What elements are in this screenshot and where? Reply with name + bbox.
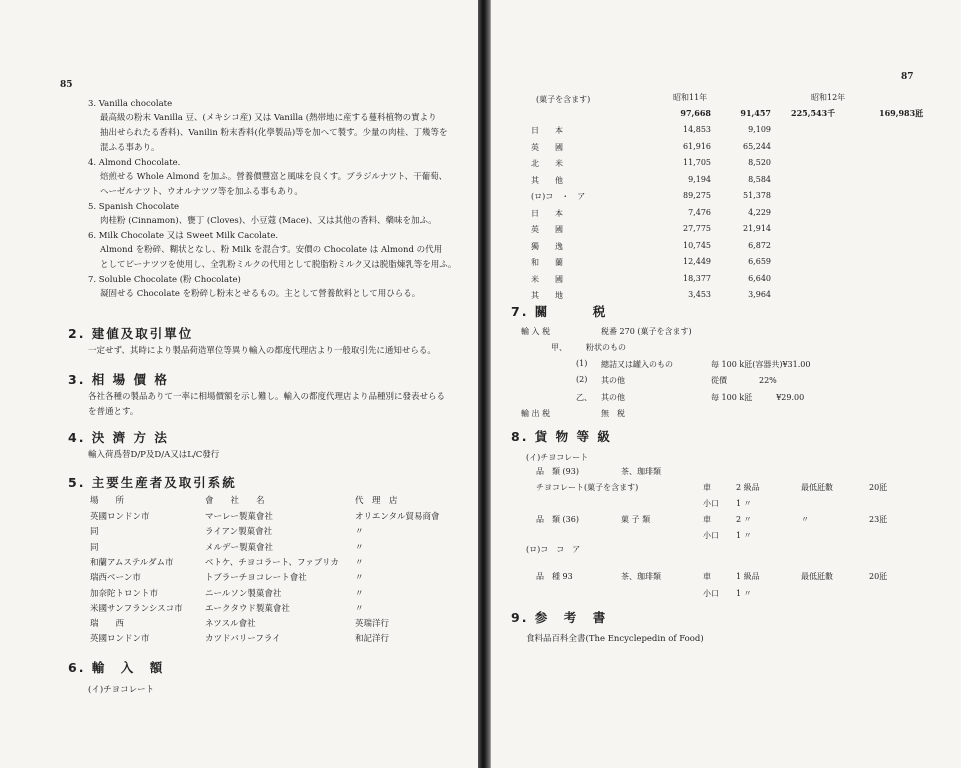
grade-cell: 最低瓩數 [801,483,833,492]
producers-col-header: 場 所 [90,496,125,506]
grade-cell: 茶、珈琲類 [621,572,661,581]
import-value-1937: 8,584 [748,174,771,184]
item-title: 7. Soluble Chocolate (粉 Chocolate) [88,275,241,285]
grade-cell: 20瓩 [869,572,888,581]
import-value-1936: 27,775 [683,224,711,233]
item-line: 抽出せられたる香料)、Vanilin 粉末香料(化學製品)等を加へて製す。少量の肉桂、丁幾等を [100,128,448,138]
import-value-1937: 6,659 [748,257,771,266]
grade-cell: 1 〃 [736,531,752,540]
grade-sub-chocolate: (イ)チヨコレート [526,453,589,462]
import-value-1936: 61,916 [683,141,711,151]
producers-cell: 米國サンフランシスコ市 [90,603,183,614]
grade-cell: 〃 [801,515,809,524]
import-value-1936: 89,275 [683,191,711,200]
producers-cell: マーレー製菓會社 [205,512,273,522]
producers-cell: ネツスル會社 [205,619,256,630]
grade-cell: 最低瓩數 [801,572,833,581]
section-line: 各社各種の製品ありて一率に相場價額を示し難し。輸入の都度代理店より品種別に發表せらる [88,392,446,402]
import-value-1937: 9,109 [748,125,771,134]
tariff-c2: 税番 270 (菓子を含ます) [601,327,692,336]
reference-heading: 9. 参 考 書 [511,610,608,625]
section-line: 輸入荷爲替D/P及D/A又はL/C發行 [88,450,220,460]
import-value-1937: 4,229 [748,207,771,217]
item-title: 5. Spanish Chocolate [88,202,180,212]
tariff-c2: 其の他 [601,376,625,386]
item-line: 凝固せる Chocolate を粉碎し粉末とせるもの。主として營養飲料として用ひらる。 [100,289,421,299]
producers-cell: 瑞西ベーン市 [90,573,141,584]
left-page [0,0,479,768]
producers-cell: オリエンタル貿易商會 [355,512,440,522]
import-row-label: 其 他 [531,175,563,185]
producers-col-header: 代 理 店 [355,496,398,506]
producers-cell: 〃 [355,573,364,584]
import-row-label: 日 本 [531,208,563,218]
import-value-1936: 18,377 [683,273,711,283]
import-row-label: 獨 逸 [531,241,563,251]
tariff-c3: 毎 100 k瓩(容器共)¥31.00 [711,359,811,369]
tariff-heading: 7. 關 税 [511,304,608,319]
tariff-c1: (1) [576,358,588,368]
table-label: (菓子を含ます) [536,95,591,104]
item-line: 焙煎せる Whole Almond を加ふ。營養價豐富と風味を良くす。ブラジルナツト、干葡萄、 [100,172,448,182]
item-title: 4. Almond Chocolate. [88,158,181,168]
producers-cell: 〃 [355,557,364,568]
section-heading: 2. 建値及取引單位 [68,326,194,341]
import-value-1936: 3,453 [688,290,711,299]
producers-cell: 英瑞洋行 [355,619,390,630]
producers-cell: ライアン製菓會社 [205,527,273,538]
import-value-1936: 14,853 [683,125,711,134]
import-value-1936: 12,449 [683,257,711,266]
tariff-c2: 總詰又は罐入のもの [601,359,673,369]
book-gutter [478,0,490,768]
section-line: を普通とす。 [88,407,139,417]
tariff-c1: 輸 入 税 [521,327,551,336]
import-value-1936: 11,705 [683,158,711,167]
grade-cell: 品 類 (93) [536,467,579,476]
producers-cell: エークタウド製菓會社 [205,603,290,614]
imports-subheading: (イ)チヨコレート [88,685,155,695]
producers-cell: ベトケ、チヨコラート、ファブリカ [205,557,339,568]
import-row-label: 北 米 [531,159,563,168]
grade-cell: 小口 [703,531,719,540]
item-line: ヘーゼルナツト、ウオルナツツ等を加ふる事もあり。 [100,187,303,197]
producers-cell: 和蘭アムステルダム市 [90,557,174,568]
producers-col-header: 會 社 名 [205,496,265,506]
producers-cell: 〃 [355,542,364,553]
import-value-1937: 6,872 [748,240,771,250]
grade-cell: 2 級品 [736,483,760,492]
import-row-label: 米 國 [531,274,563,284]
import-value-1937: 8,520 [748,158,771,167]
item-line: 混ふる事あり。 [100,143,160,153]
right-page [490,0,961,768]
tariff-c3: 從價 22% [711,376,777,386]
import-row-label: 日 本 [531,126,563,135]
grade-cell: 1 級品 [736,572,760,581]
import-row-label: 英 國 [531,142,563,152]
producers-cell: ニールソン製菓會社 [205,588,282,599]
tariff-c1: (2) [576,375,588,385]
total-1: 97,668 [680,108,711,118]
grade-cell: 品 種 93 [536,572,573,581]
import-value-1936: 10,745 [683,240,711,250]
import-value-1936: 9,194 [688,174,711,184]
tariff-c1: 甲、 [551,343,567,353]
year-1936-header: 昭和11年 [673,93,708,102]
import-row-label: 和 蘭 [531,258,563,267]
grade-cell: 小口 [703,499,719,508]
producers-cell: 同 [90,527,99,538]
producers-cell: 瑞 西 [90,619,125,630]
import-value-1937: 51,378 [743,191,771,200]
grade-cell: 茶、珈琲類 [621,467,661,476]
item-line: Almond を粉碎、糊状となし、粉 Milk を混合す。安價の Chocolate は Almond の代用 [100,245,443,255]
producers-cell: トブラーチヨコレート會社 [205,573,307,584]
page-number-right: 87 [901,72,914,82]
year-1937-header: 昭和12年 [811,93,846,102]
tariff-c2: 粉状のもの [586,343,626,353]
import-value-1937: 65,244 [743,141,771,151]
import-row-label: 其 地 [531,291,563,300]
grade-heading: 8. 貨 物 等 級 [511,429,612,444]
grade-cell: 小口 [703,589,719,598]
producers-cell: カツドバリーフライ [205,634,281,645]
section-heading: 4. 決 濟 方 法 [68,430,169,445]
tariff-c3: 毎 100 k瓩 ¥29.00 [711,392,805,402]
tariff-c1: 乙、 [576,392,592,402]
producers-cell: 同 [90,542,99,553]
grade-cell: 20瓩 [869,483,888,492]
producers-cell: 英國ロンドン市 [90,634,150,645]
total-4: 169,983瓩 [879,108,924,118]
grade-cell: 23瓩 [869,515,888,524]
grade-cell: 品 類 (36) [536,515,579,524]
page-number-left: 85 [60,80,73,90]
grade-cell: 車 [703,483,711,492]
import-value-1937: 6,640 [748,273,771,283]
grade-cell: 1 〃 [736,589,752,598]
grade-cell: 車 [703,515,711,524]
total-2: 91,457 [740,108,771,118]
producers-cell: 〃 [355,527,364,538]
tariff-c2: 其の他 [601,392,625,402]
item-line: 肉桂粉 (Cinnamon)、甕丁 (Cloves)、小豆蔻 (Mace)、又は其他の香料、藥味を加ふ。 [100,216,437,226]
tariff-c2: 無 税 [601,409,625,418]
import-row-label: (ロ)コ ・ ア [531,192,586,201]
grade-cell: 2 〃 [736,515,752,524]
grade-cell: 車 [703,572,711,581]
producers-cell: 〃 [355,588,364,599]
import-value-1937: 3,964 [748,290,771,299]
import-value-1936: 7,476 [688,207,711,217]
total-3: 225,543千 [791,108,836,118]
section-heading: 3. 相 場 價 格 [68,372,169,387]
item-line: としてピーナツツを使用し、全乳粉ミルクの代用として脱脂粉ミルク又は脱脂煉乳等を用ふ。 [100,260,457,270]
producers-cell: 英國ロンドン市 [90,512,150,522]
import-row-label: 英 國 [531,225,563,234]
producers-cell: 〃 [355,603,364,614]
item-title: 6. Milk Chocolate 又は Sweet Milk Cacolate. [88,231,279,241]
item-title: 3. Vanilla chocolate [88,99,173,109]
producers-cell: 和記洋行 [355,634,390,645]
grade-cell: 1 〃 [736,499,752,508]
producers-cell: メルデー製菓會社 [205,542,274,553]
grade-sub-cocoa: (ロ)コ コ ア [526,545,581,554]
grade-cell: チヨコレート(菓子を含ます) [536,483,639,492]
grade-cell: 菓 子 類 [621,515,651,524]
reference-line: 食料品百科全書(The Encyclepedin of Food) [526,634,704,644]
tariff-c1: 輸 出 税 [521,409,551,418]
section-line: 一定せず、其時により製品荷造單位等異り輸入の都度代理店より一般取引先に通知せらる。 [88,346,436,356]
item-line: 最高級の粉末 Vanilla 豆、(メキシコ産) 又は Vanilla (熱帯地に産する蔓科植物の實より [100,113,437,123]
producers-cell: 加奈陀トロント市 [90,588,159,599]
producers-heading: 5. 主要生産者及取引系統 [68,475,237,490]
imports-heading: 6. 輸 入 額 [68,660,165,675]
import-value-1937: 21,914 [743,224,771,233]
